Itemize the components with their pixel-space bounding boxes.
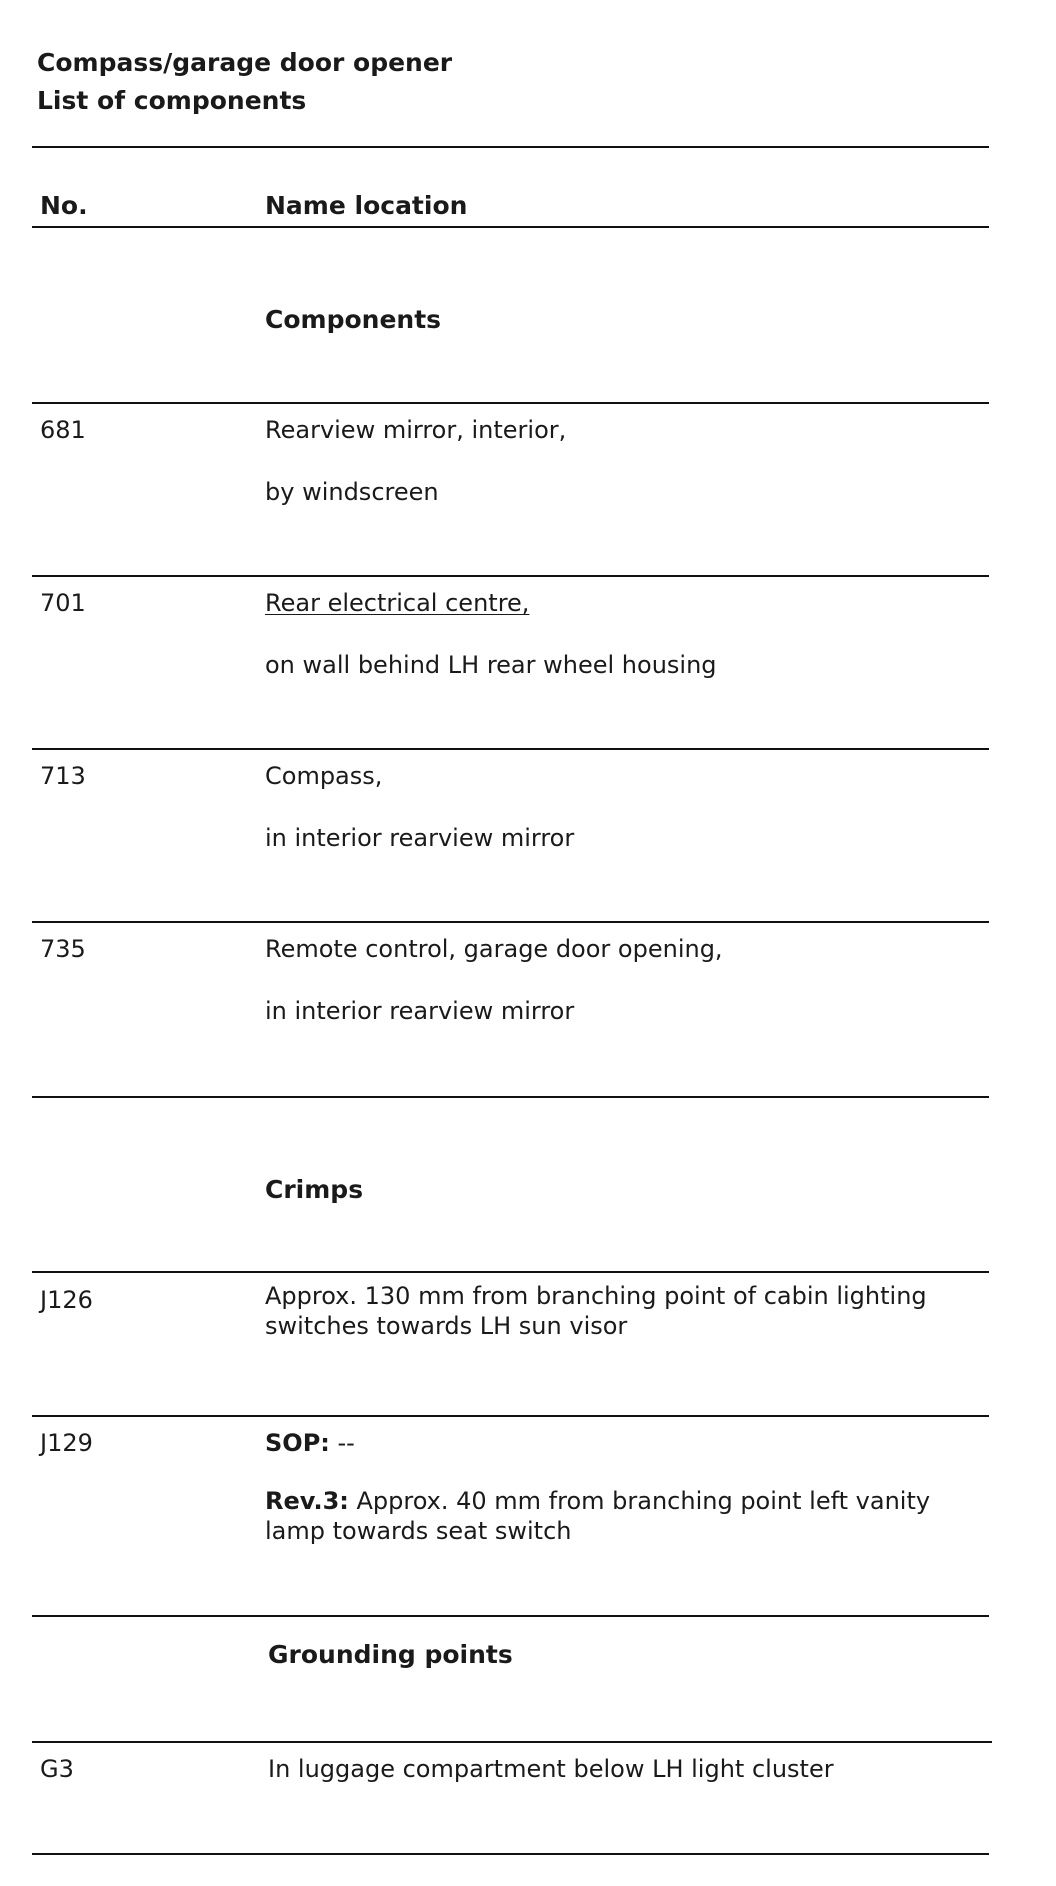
grounding-point-number: G3	[40, 1755, 74, 1783]
component-name: Remote control, garage door opening,	[265, 935, 723, 963]
sop-label: SOP:	[265, 1429, 330, 1457]
component-name: Rearview mirror, interior,	[265, 416, 567, 444]
divider	[32, 1741, 992, 1743]
sop-note	[265, 1429, 355, 1457]
rev-label: Rev.3:	[265, 1487, 349, 1515]
divider	[32, 748, 989, 750]
row-number: 735	[40, 935, 86, 963]
row-number: 713	[40, 762, 86, 790]
crimp-location: Approx. 130 mm from branching point of cabin lighting switches towards LH sun visor	[265, 1282, 927, 1340]
crimp-number: J129	[40, 1429, 93, 1457]
divider	[32, 402, 989, 404]
rev-note	[265, 1486, 995, 1546]
divider	[32, 226, 989, 228]
divider	[32, 921, 989, 923]
component-location: by windscreen	[265, 478, 439, 506]
divider	[32, 1615, 989, 1617]
crimp-number: J126	[40, 1286, 93, 1314]
divider	[32, 1415, 989, 1417]
divider	[32, 575, 989, 577]
component-location: on wall behind LH rear wheel housing	[265, 651, 717, 679]
section-heading-crimps: Crimps	[265, 1175, 364, 1204]
component-name-link[interactable]: Rear electrical centre,	[265, 589, 530, 617]
divider	[32, 1271, 989, 1273]
document-title: Compass/garage door opener	[37, 48, 453, 77]
divider	[32, 1853, 989, 1855]
divider	[32, 1096, 989, 1098]
rev-value: Approx. 40 mm from branching point left vanity lamp towards seat switch	[265, 1487, 931, 1545]
column-header-no: No.	[40, 191, 88, 220]
component-name: Compass,	[265, 762, 383, 790]
column-header-name-location: Name location	[265, 191, 468, 220]
component-location: in interior rearview mirror	[265, 997, 575, 1025]
divider	[32, 146, 989, 148]
grounding-point-location: In luggage compartment below LH light cluster	[268, 1755, 834, 1783]
document-subtitle: List of components	[37, 86, 307, 115]
sop-value: --	[329, 1429, 355, 1457]
component-location: in interior rearview mirror	[265, 824, 575, 852]
row-number: 681	[40, 416, 86, 444]
section-heading-grounding-points: Grounding points	[268, 1640, 513, 1669]
section-heading-components: Components	[265, 305, 442, 334]
row-number: 701	[40, 589, 86, 617]
